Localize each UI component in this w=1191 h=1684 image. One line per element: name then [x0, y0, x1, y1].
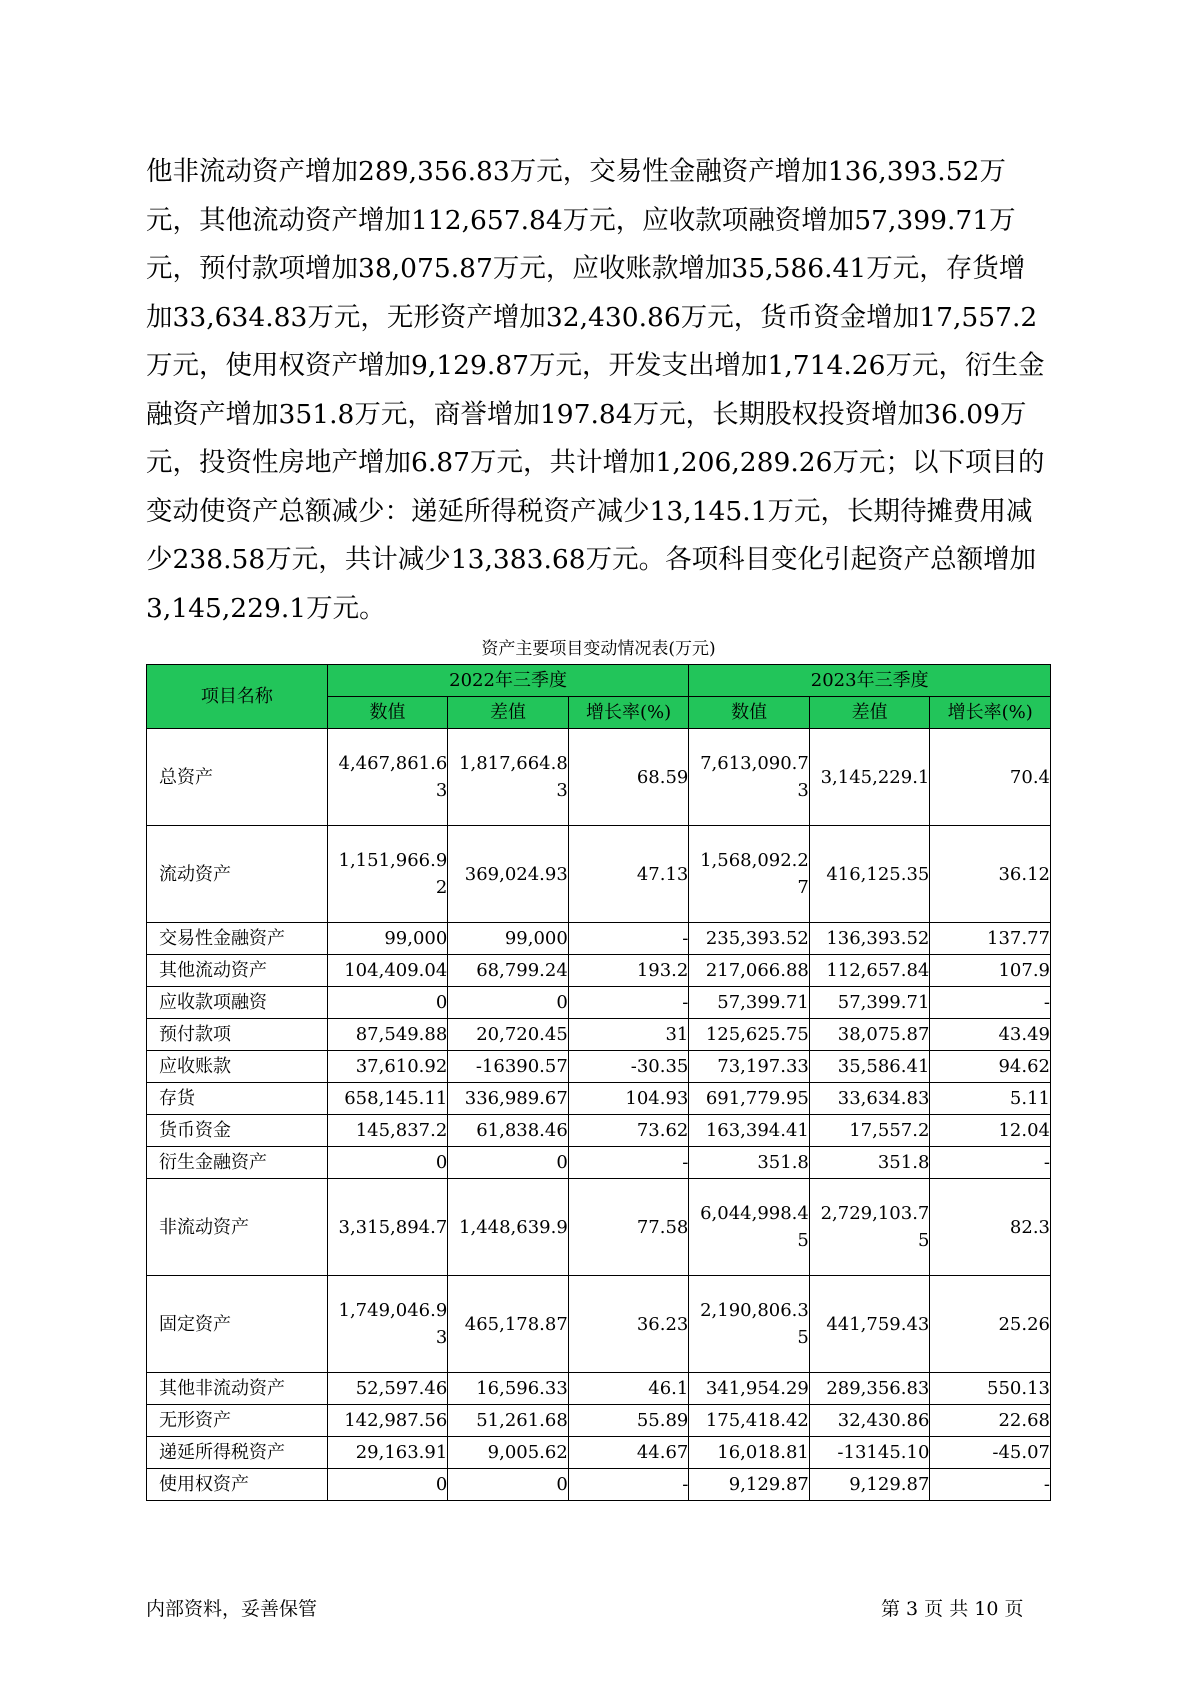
table-row	[147, 826, 1051, 923]
cell-growth-2023: 43.49	[930, 1019, 1051, 1051]
cell-value-2022: 0	[327, 1147, 448, 1179]
cell-growth-2022: -	[568, 1469, 689, 1501]
cell-growth-2022: -	[568, 923, 689, 955]
row-item-name: 存货	[147, 1083, 328, 1115]
cell-value-2022: 3,315,894.7	[327, 1179, 448, 1276]
cell-value-2022: 52,597.46	[327, 1373, 448, 1405]
cell-value-2023: 73,197.33	[689, 1051, 810, 1083]
cell-diff-2022: 0	[448, 1469, 569, 1501]
cell-growth-2022: 55.89	[568, 1405, 689, 1437]
header-period-2023: 2023年三季度	[689, 665, 1051, 697]
cell-diff-2023: 57,399.71	[809, 987, 930, 1019]
cell-growth-2023: 12.04	[930, 1115, 1051, 1147]
table-row	[147, 1083, 1051, 1115]
cell-growth-2022: -	[568, 1147, 689, 1179]
cell-diff-2022: 0	[448, 987, 569, 1019]
asset-change-table	[146, 664, 1051, 1501]
row-item-name: 交易性金融资产	[147, 923, 328, 955]
cell-growth-2023: 94.62	[930, 1051, 1051, 1083]
row-item-name: 非流动资产	[147, 1179, 328, 1276]
table-row	[147, 1019, 1051, 1051]
cell-growth-2022: -30.35	[568, 1051, 689, 1083]
cell-value-2023: 163,394.41	[689, 1115, 810, 1147]
cell-growth-2023: -	[930, 1469, 1051, 1501]
cell-value-2023: 235,393.52	[689, 923, 810, 955]
table-row	[147, 987, 1051, 1019]
row-item-name: 衍生金融资产	[147, 1147, 328, 1179]
table-row	[147, 1469, 1051, 1501]
cell-value-2023: 691,779.95	[689, 1083, 810, 1115]
cell-value-2022: 658,145.11	[327, 1083, 448, 1115]
cell-growth-2023: 107.9	[930, 955, 1051, 987]
header-growth-2023: 增长率(%)	[930, 697, 1051, 729]
cell-growth-2023: 70.4	[930, 729, 1051, 826]
row-item-name: 预付款项	[147, 1019, 328, 1051]
header-growth-2022: 增长率(%)	[568, 697, 689, 729]
cell-growth-2023: 137.77	[930, 923, 1051, 955]
cell-growth-2022: 44.67	[568, 1437, 689, 1469]
cell-growth-2022: 46.1	[568, 1373, 689, 1405]
cell-diff-2023: 9,129.87	[809, 1469, 930, 1501]
cell-diff-2022: 51,261.68	[448, 1405, 569, 1437]
cell-value-2023: 6,044,998.45	[689, 1179, 810, 1276]
cell-growth-2023: -	[930, 987, 1051, 1019]
cell-growth-2023: -45.07	[930, 1437, 1051, 1469]
row-item-name: 总资产	[147, 729, 328, 826]
row-item-name: 流动资产	[147, 826, 328, 923]
cell-growth-2022: 31	[568, 1019, 689, 1051]
cell-value-2023: 341,954.29	[689, 1373, 810, 1405]
cell-value-2022: 0	[327, 987, 448, 1019]
row-item-name: 应收账款	[147, 1051, 328, 1083]
cell-diff-2023: 289,356.83	[809, 1373, 930, 1405]
header-period-2022: 2022年三季度	[327, 665, 689, 697]
row-item-name: 固定资产	[147, 1276, 328, 1373]
cell-diff-2022: 20,720.45	[448, 1019, 569, 1051]
header-value-2023: 数值	[689, 697, 810, 729]
row-item-name: 货币资金	[147, 1115, 328, 1147]
header-diff-2023: 差值	[809, 697, 930, 729]
cell-diff-2022: 369,024.93	[448, 826, 569, 923]
cell-value-2022: 87,549.88	[327, 1019, 448, 1051]
cell-diff-2022: 68,799.24	[448, 955, 569, 987]
row-item-name: 其他流动资产	[147, 955, 328, 987]
cell-growth-2022: 73.62	[568, 1115, 689, 1147]
row-item-name: 递延所得税资产	[147, 1437, 328, 1469]
cell-diff-2022: 465,178.87	[448, 1276, 569, 1373]
body-paragraph: 他非流动资产增加289,356.83万元，交易性金融资产增加136,393.52万元，其他流动资产增加112,657.84万元，应收款项融资增加57,399.71万元，预付款项增加38,075.87万元，应收账款增加35,586.41万元，存货增加33,634.83万元，无形资产增加32,430.86万元，货币资金增加17,557.2万元，使用权资产增加9,129.87万元，开发支出增加1,714.26万元，衍生金融资产增加351.8万元，商誉增加197.84万元，长期股权投资增加36.09万元，投资性房地产增加6.87万元，共计增加1,206,289.26万元；以下项目的变动使资产总额减少：递延所得税资产减少13,145.1万元，长期待摊费用减少238.58万元，共计减少13,383.68万元。各项科目变化引起资产总额增加3,145,229.1万元。	[146, 156, 1045, 624]
cell-diff-2023: 32,430.86	[809, 1405, 930, 1437]
cell-diff-2023: 136,393.52	[809, 923, 930, 955]
cell-diff-2022: 9,005.62	[448, 1437, 569, 1469]
cell-value-2022: 0	[327, 1469, 448, 1501]
cell-diff-2022: 0	[448, 1147, 569, 1179]
header-item-name: 项目名称	[147, 665, 328, 729]
row-item-name: 无形资产	[147, 1405, 328, 1437]
cell-growth-2023: 550.13	[930, 1373, 1051, 1405]
cell-value-2023: 175,418.42	[689, 1405, 810, 1437]
table-body	[147, 729, 1051, 1501]
cell-value-2023: 217,066.88	[689, 955, 810, 987]
cell-growth-2023: 36.12	[930, 826, 1051, 923]
header-diff-2022: 差值	[448, 697, 569, 729]
cell-diff-2023: 112,657.84	[809, 955, 930, 987]
cell-diff-2023: 351.8	[809, 1147, 930, 1179]
table-row	[147, 1115, 1051, 1147]
cell-growth-2022: 68.59	[568, 729, 689, 826]
cell-growth-2023: 22.68	[930, 1405, 1051, 1437]
cell-diff-2023: 416,125.35	[809, 826, 930, 923]
cell-growth-2022: 47.13	[568, 826, 689, 923]
cell-diff-2022: 16,596.33	[448, 1373, 569, 1405]
cell-value-2023: 1,568,092.27	[689, 826, 810, 923]
table-row	[147, 1147, 1051, 1179]
row-item-name: 其他非流动资产	[147, 1373, 328, 1405]
cell-value-2022: 37,610.92	[327, 1051, 448, 1083]
cell-growth-2022: -	[568, 987, 689, 1019]
footer-confidential-note: 内部资料，妥善保管	[146, 1598, 318, 1620]
table-row	[147, 923, 1051, 955]
cell-diff-2023: 17,557.2	[809, 1115, 930, 1147]
cell-value-2023: 351.8	[689, 1147, 810, 1179]
cell-diff-2023: 441,759.43	[809, 1276, 930, 1373]
cell-value-2022: 145,837.2	[327, 1115, 448, 1147]
cell-growth-2022: 104.93	[568, 1083, 689, 1115]
cell-value-2023: 7,613,090.73	[689, 729, 810, 826]
row-item-name: 应收款项融资	[147, 987, 328, 1019]
cell-value-2023: 2,190,806.35	[689, 1276, 810, 1373]
cell-diff-2023: 3,145,229.1	[809, 729, 930, 826]
cell-value-2022: 104,409.04	[327, 955, 448, 987]
table-row	[147, 1051, 1051, 1083]
table-caption: 资产主要项目变动情况表(万元)	[481, 639, 716, 659]
table-row	[147, 1276, 1051, 1373]
table-row	[147, 729, 1051, 826]
cell-diff-2022: 61,838.46	[448, 1115, 569, 1147]
cell-growth-2023: 25.26	[930, 1276, 1051, 1373]
cell-value-2022: 99,000	[327, 923, 448, 955]
cell-growth-2022: 193.2	[568, 955, 689, 987]
table-row	[147, 955, 1051, 987]
cell-diff-2023: 38,075.87	[809, 1019, 930, 1051]
cell-diff-2022: -16390.57	[448, 1051, 569, 1083]
cell-growth-2023: -	[930, 1147, 1051, 1179]
cell-value-2023: 57,399.71	[689, 987, 810, 1019]
cell-growth-2023: 82.3	[930, 1179, 1051, 1276]
row-item-name: 使用权资产	[147, 1469, 328, 1501]
cell-diff-2022: 336,989.67	[448, 1083, 569, 1115]
header-value-2022: 数值	[327, 697, 448, 729]
table-row	[147, 1373, 1051, 1405]
cell-diff-2023: -13145.10	[809, 1437, 930, 1469]
cell-diff-2023: 35,586.41	[809, 1051, 930, 1083]
cell-value-2023: 9,129.87	[689, 1469, 810, 1501]
cell-value-2022: 1,749,046.93	[327, 1276, 448, 1373]
cell-diff-2023: 33,634.83	[809, 1083, 930, 1115]
cell-growth-2023: 5.11	[930, 1083, 1051, 1115]
cell-growth-2022: 36.23	[568, 1276, 689, 1373]
cell-value-2023: 16,018.81	[689, 1437, 810, 1469]
cell-growth-2022: 77.58	[568, 1179, 689, 1276]
table-row	[147, 1179, 1051, 1276]
cell-value-2022: 29,163.91	[327, 1437, 448, 1469]
cell-value-2022: 4,467,861.63	[327, 729, 448, 826]
cell-diff-2023: 2,729,103.75	[809, 1179, 930, 1276]
cell-value-2023: 125,625.75	[689, 1019, 810, 1051]
cell-value-2022: 142,987.56	[327, 1405, 448, 1437]
cell-diff-2022: 1,817,664.83	[448, 729, 569, 826]
table-row	[147, 1405, 1051, 1437]
cell-value-2022: 1,151,966.92	[327, 826, 448, 923]
table-row	[147, 1437, 1051, 1469]
cell-diff-2022: 99,000	[448, 923, 569, 955]
cell-diff-2022: 1,448,639.9	[448, 1179, 569, 1276]
footer-page-number: 第 3 页 共 10 页	[881, 1598, 1024, 1620]
